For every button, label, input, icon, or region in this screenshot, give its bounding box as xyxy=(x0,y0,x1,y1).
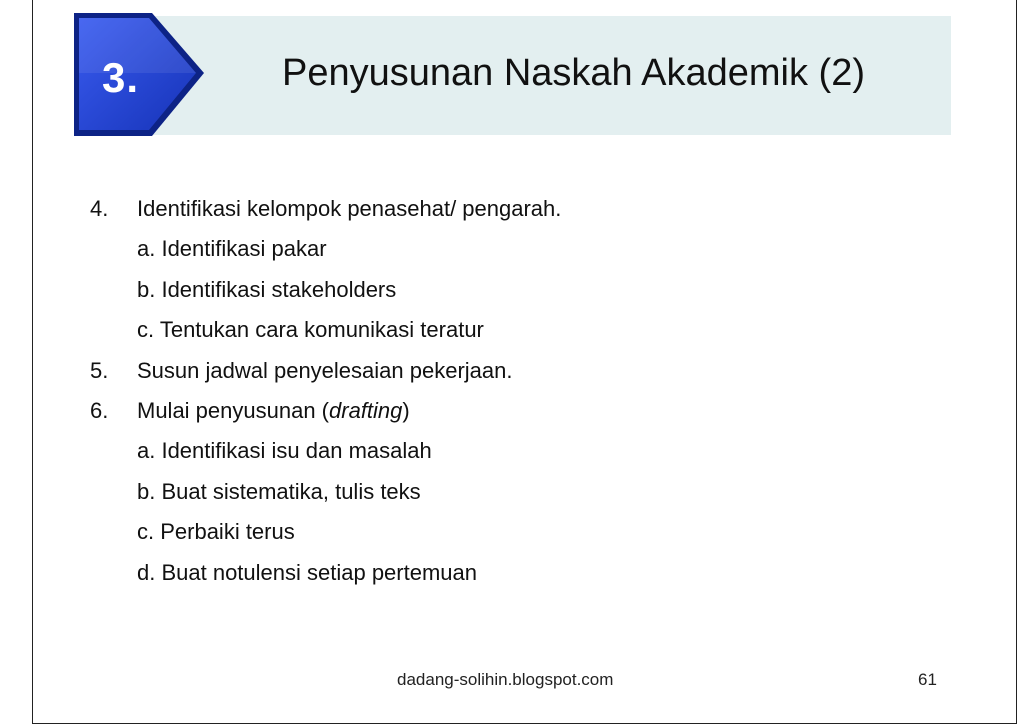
badge-number: 3. xyxy=(102,54,140,101)
sub-list-item: c. Perbaiki terus xyxy=(137,519,295,545)
sub-list-item: d. Buat notulensi setiap pertemuan xyxy=(137,559,478,585)
item-text: Susun jadwal penyelesaian pekerjaan. xyxy=(137,357,513,383)
item-text-before: Mulai penyusunan ( xyxy=(137,398,330,423)
sub-list-item: b. Buat sistematika, tulis teks xyxy=(137,478,421,504)
item-number: 5. xyxy=(90,357,109,383)
sub-list-item: a. Identifikasi isu dan masalah xyxy=(137,438,432,464)
footer-url: dadang-solihin.blogspot.com xyxy=(397,670,614,689)
sub-list-item: b. Identifikasi stakeholders xyxy=(137,276,397,302)
sub-list-item: c. Tentukan cara komunikasi teratur xyxy=(137,317,484,343)
page-number: 61 xyxy=(918,670,937,689)
item-text xyxy=(137,398,410,424)
item-text: Identifikasi kelompok penasehat/ pengarah. xyxy=(137,196,562,221)
item-text-italic: drafting xyxy=(329,398,403,423)
item-number: 4. xyxy=(90,196,109,221)
item-text-after: ) xyxy=(402,398,410,423)
sub-list-item: a. Identifikasi pakar xyxy=(137,236,327,262)
slide-title: Penyusunan Naskah Akademik (2) xyxy=(282,52,865,94)
item-number: 6. xyxy=(90,398,109,423)
